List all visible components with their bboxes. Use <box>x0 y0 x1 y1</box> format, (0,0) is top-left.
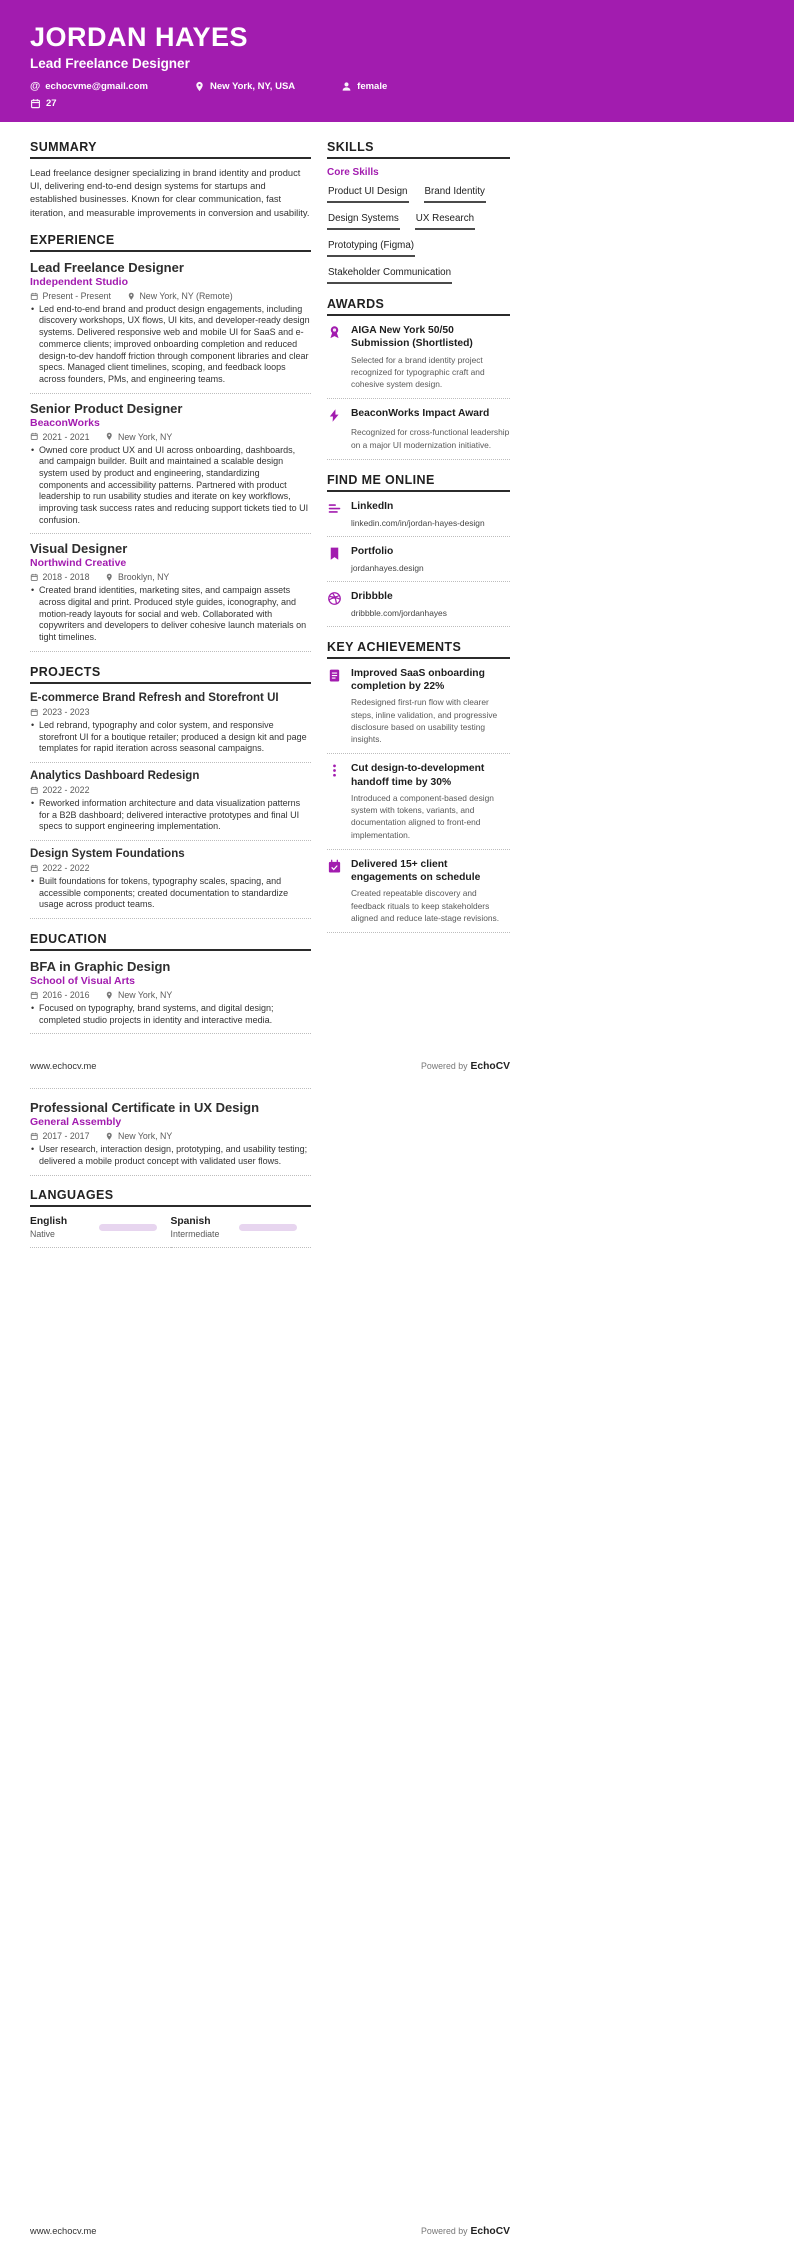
location-pin-icon <box>105 1132 114 1141</box>
powered-by-text: Powered by <box>421 2226 468 2236</box>
award-text: Recognized for cross-functional leadership on a major UI modernization initiative. <box>351 427 510 450</box>
entry-meta <box>30 291 311 301</box>
calendar-icon <box>30 573 39 582</box>
date-range: 2018 - 2018 <box>30 572 89 582</box>
location-pin-icon <box>105 991 114 1000</box>
profile-url[interactable]: linkedin.com/in/jordan-hayes-design <box>351 517 485 528</box>
skill-tag: Design Systems <box>327 213 400 230</box>
gender-text: female <box>357 81 388 92</box>
entry-bullets <box>30 585 311 643</box>
entry-meta <box>30 707 311 717</box>
skill-tag: Prototyping (Figma) <box>327 240 415 257</box>
achievement-item <box>327 667 510 755</box>
languages-list <box>30 1215 311 1248</box>
resume-body <box>30 122 510 1047</box>
achievement-title: Improved SaaS onboarding completion by 22% <box>351 667 485 693</box>
profile-url[interactable]: dribbble.com/jordanhayes <box>351 607 447 618</box>
location-pin-icon <box>194 81 205 92</box>
online-profile-item[interactable] <box>327 590 510 627</box>
left-column <box>30 140 311 1047</box>
language-level: Intermediate <box>170 1228 220 1239</box>
company-name: Northwind Creative <box>30 557 127 570</box>
calendar-icon <box>30 292 39 301</box>
date-range: 2017 - 2017 <box>30 1131 89 1141</box>
candidate-title: Lead Freelance Designer <box>30 56 190 71</box>
resume-header <box>0 0 794 122</box>
bullet: • Built foundations for tokens, typography scales, spacing, and accessible components; created documentation to standardize usage across product teams. <box>30 876 311 911</box>
achievement-text: Redesigned first-run flow with clearer steps, inline validation, and progressive disclosure based on usability testing insights. <box>351 697 498 744</box>
right-column <box>327 140 510 1047</box>
language-item <box>171 1215 312 1248</box>
education-section <box>30 932 311 1034</box>
experience-section <box>30 233 311 652</box>
site-link[interactable]: www.echocv.me <box>30 2226 97 2236</box>
project-title: E-commerce Brand Refresh and Storefront UI <box>30 691 279 704</box>
company-name: BeaconWorks <box>30 416 100 429</box>
entry-bullets <box>30 798 311 833</box>
brand-name: EchoCV <box>470 2226 510 2237</box>
skills-group-label: Core Skills <box>327 167 379 178</box>
award-title: AIGA New York 50/50 Submission (Shortlisted) <box>351 325 473 350</box>
calendar-check-icon <box>327 859 342 874</box>
bullet: • Led rebrand, typography and color system, and responsive storefront UI for a boutique retailer; produced a design kit and page templates for rapid iteration across seasonal campaigns. <box>30 720 311 755</box>
calendar-icon <box>30 786 39 795</box>
profile-name: LinkedIn <box>351 500 394 512</box>
location-contact <box>194 81 295 92</box>
achievement-item <box>327 762 510 850</box>
powered-by <box>421 1061 510 1072</box>
experience-heading: EXPERIENCE <box>30 233 311 252</box>
achievement-title: Delivered 15+ client engagements on schedule <box>351 858 481 884</box>
project-entry <box>30 770 311 841</box>
skills-section <box>327 140 510 284</box>
location-text: New York, NY, USA <box>209 81 296 92</box>
entry-bullets <box>30 304 311 386</box>
projects-heading: PROJECTS <box>30 665 311 684</box>
location-pin-icon <box>105 432 114 441</box>
degree-title: BFA in Graphic Design <box>30 959 171 974</box>
key-achievements-section <box>327 640 510 933</box>
site-link[interactable]: www.echocv.me <box>30 1061 97 1072</box>
language-progress-bar <box>99 1224 157 1231</box>
mail-icon: @ <box>30 80 41 93</box>
job-title: Visual Designer <box>30 541 128 557</box>
education-heading: EDUCATION <box>30 932 311 951</box>
gender-field <box>341 81 387 92</box>
achievement-text: Created repeatable discovery and feedback rituals to keep stakeholders aligned and reduce late-stage revisions. <box>351 888 500 923</box>
entry-location: New York, NY <box>105 990 172 1000</box>
summary-heading: SUMMARY <box>30 140 311 159</box>
language-name: English <box>30 1215 68 1227</box>
school-name: General Assembly <box>30 1116 122 1129</box>
find-me-online-heading: FIND ME ONLINE <box>327 473 510 492</box>
job-title: Senior Product Designer <box>30 400 183 416</box>
powered-by <box>421 2226 510 2237</box>
entry-bullets <box>30 876 311 911</box>
experience-entry <box>30 260 311 394</box>
date-range: 2022 - 2022 <box>30 863 89 873</box>
email-text: echocvme@gmail.com <box>45 81 148 92</box>
brand-name: EchoCV <box>470 1061 510 1073</box>
entry-meta <box>30 572 311 582</box>
award-item <box>327 324 510 399</box>
page-footer <box>30 2226 510 2237</box>
skill-tag: Stakeholder Communication <box>327 267 452 284</box>
report-icon <box>327 668 342 683</box>
profile-url[interactable]: jordanhayes.design <box>351 562 424 573</box>
experience-entry <box>30 541 311 651</box>
summary-text: Lead freelance designer specializing in brand identity and product UI, delivering end-to-end design systems for startups and established businesses. Known for clear communication, fast iteration, and measurable improvements in conversion and usability. <box>30 168 310 218</box>
entry-meta <box>30 990 311 1000</box>
calendar-icon <box>30 991 39 1000</box>
bullet: • Owned core product UX and UI across onboarding, dashboards, and campaign builder. Built and maintained a scalable design system used by product and engineering, standardizing components and accessibility patterns. Partnered with product leadership to run usability studies and iterate on key workflows, improving task success rates and reducing support tickets tied to UI confusion. <box>30 445 311 527</box>
award-item <box>327 407 510 459</box>
skill-tags <box>327 186 510 284</box>
entry-bullets <box>30 720 311 755</box>
entry-meta <box>30 785 311 795</box>
bullet: • Created brand identities, marketing sites, and campaign assets across digital and print. Produced style guides, iconography, and motion-ready layouts for social and web. Collaborated with copywriters and developers to deliver cohesive launch materials on tight timelines. <box>30 585 311 643</box>
calendar-icon <box>30 432 39 441</box>
location-pin-icon <box>105 573 114 582</box>
education-entry <box>30 1100 311 1175</box>
find-me-online-section <box>327 473 510 627</box>
project-entry <box>30 692 311 763</box>
date-range: 2016 - 2016 <box>30 990 89 1000</box>
linkedin-icon <box>327 501 342 516</box>
experience-entry <box>30 401 311 535</box>
medal-icon <box>327 325 342 340</box>
age-text: 27 <box>46 98 57 109</box>
bolt-icon <box>327 408 342 423</box>
skill-tag: Brand Identity <box>424 186 486 203</box>
contact-row <box>30 81 764 92</box>
achievement-text: Introduced a component-based design system with tokens, variants, and documentation aligned to front-end implementation. <box>351 792 494 840</box>
profile-name: Portfolio <box>351 545 394 557</box>
entry-location: New York, NY (Remote) <box>127 291 233 301</box>
achievement-title: Cut design-to-development handoff time by 30% <box>351 763 485 788</box>
job-title: Lead Freelance Designer <box>30 259 184 275</box>
entry-bullets <box>30 1144 311 1167</box>
language-item <box>30 1215 171 1248</box>
award-text: Selected for a brand identity project recognized for typographic craft and cohesive system design. <box>351 354 485 390</box>
awards-heading: AWARDS <box>327 297 510 316</box>
date-range: 2021 - 2021 <box>30 432 89 442</box>
dribbble-icon <box>327 591 342 606</box>
online-profile-item[interactable] <box>327 545 510 582</box>
school-name: School of Visual Arts <box>30 975 136 987</box>
profile-name: Dribbble <box>351 590 393 602</box>
calendar-icon <box>30 864 39 873</box>
person-icon <box>341 81 352 92</box>
entry-meta <box>30 432 311 442</box>
entry-meta <box>30 863 311 873</box>
page-footer <box>30 1061 510 1072</box>
candidate-name: JORDAN HAYES <box>30 22 249 52</box>
education-entry <box>30 959 311 1034</box>
calendar-icon <box>30 98 41 109</box>
entry-meta <box>30 1131 311 1141</box>
date-range: 2022 - 2022 <box>30 785 89 795</box>
bullet: • User research, interaction design, prototyping, and usability testing; delivered a mobile product concept with validated user flows. <box>30 1144 311 1167</box>
language-progress-bar <box>239 1224 297 1231</box>
achievement-item <box>327 858 510 933</box>
contact-row-2 <box>30 98 764 109</box>
online-profile-item[interactable] <box>327 500 510 537</box>
location-pin-icon <box>127 292 136 301</box>
portfolio-bookmark-icon <box>327 546 342 561</box>
entry-bullets <box>30 1003 311 1026</box>
awards-section <box>327 297 510 460</box>
entry-location: Brooklyn, NY <box>105 572 169 582</box>
languages-section <box>30 1188 311 1248</box>
skill-tag: UX Research <box>415 213 475 230</box>
date-range: Present - Present <box>30 291 111 301</box>
date-range: 2023 - 2023 <box>30 707 89 717</box>
email-contact[interactable] <box>30 81 148 92</box>
vertical-dots-icon <box>327 763 342 778</box>
page-2-content <box>30 1088 311 1247</box>
entry-bullets <box>30 445 311 527</box>
project-entry <box>30 848 311 919</box>
bullet: • Led end-to-end brand and product design engagements, including discovery workshops, UX flows, UI kits, and developer-ready design systems. Delivered responsive web and mobile UI for SaaS and e-commerce clients; improved onboarding completion and reduced design-to-dev handoff friction through component libraries and clear specs. Managed client timelines, scoping, and feedback loops across founders, PMs, and engineering teams. <box>30 304 311 386</box>
powered-by-text: Powered by <box>421 1061 468 1072</box>
language-level: Native <box>30 1228 55 1239</box>
project-title: Analytics Dashboard Redesign <box>30 769 200 782</box>
award-title: BeaconWorks Impact Award <box>351 408 490 420</box>
entry-location: New York, NY <box>105 432 172 442</box>
company-name: Independent Studio <box>30 275 128 288</box>
degree-title: Professional Certificate in UX Design <box>30 1100 260 1116</box>
age-field <box>30 98 57 109</box>
projects-section <box>30 665 311 919</box>
bullet: • Focused on typography, brand systems, and digital design; completed studio projects in identity and interactive media. <box>30 1003 311 1026</box>
calendar-icon <box>30 1132 39 1141</box>
skill-tag: Product UI Design <box>327 186 409 203</box>
project-title: Design System Foundations <box>30 847 185 860</box>
skills-heading: SKILLS <box>327 140 510 159</box>
key-achievements-heading: KEY ACHIEVEMENTS <box>327 640 510 659</box>
calendar-icon <box>30 708 39 717</box>
entry-location: New York, NY <box>105 1131 172 1141</box>
summary-section <box>30 140 311 220</box>
languages-heading: LANGUAGES <box>30 1188 311 1207</box>
language-name: Spanish <box>170 1215 211 1227</box>
bullet: • Reworked information architecture and data visualization patterns for a B2B dashboard; delivered interactive prototypes and final UI specs to support engineering implementation. <box>30 798 311 833</box>
